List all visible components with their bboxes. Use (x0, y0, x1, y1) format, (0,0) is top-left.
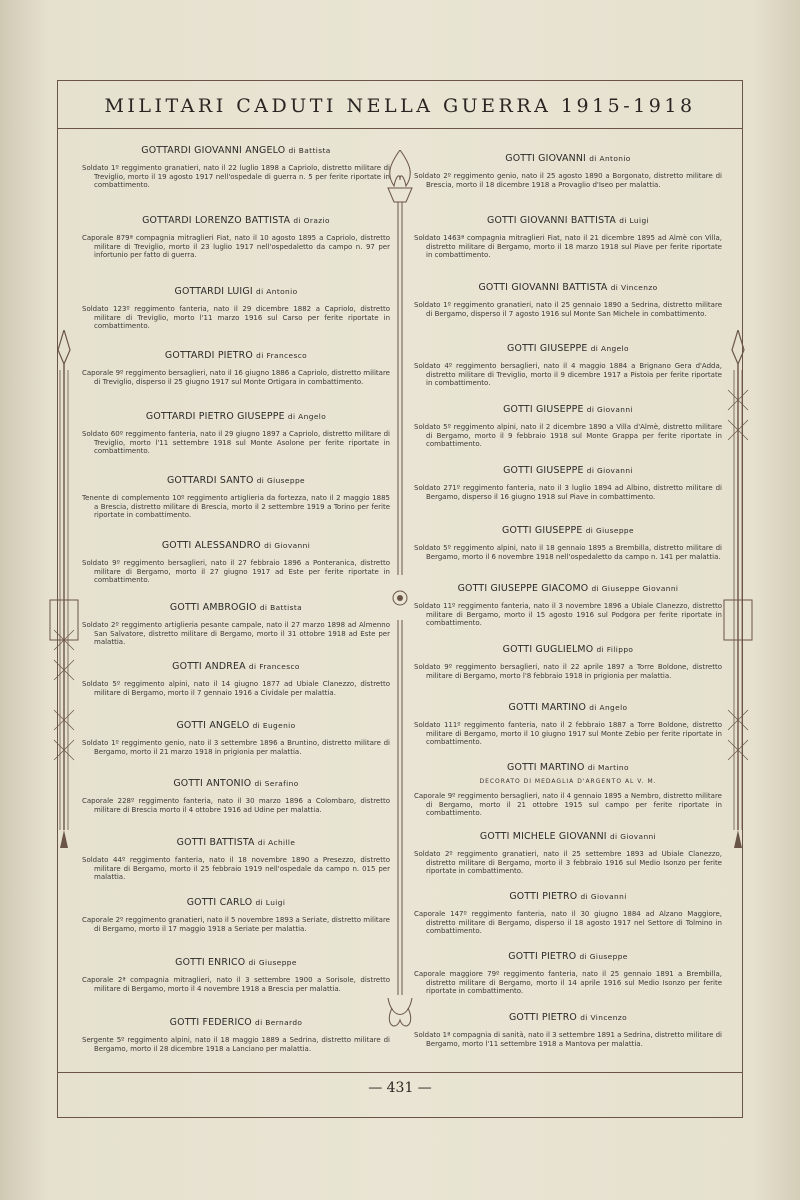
list-item (82, 720, 390, 756)
list-item (414, 282, 722, 318)
entry-name: GOTTI PIETRO di Giovanni (509, 891, 627, 902)
entry-text: Soldato 111º reggimento fanteria, nato il 2 febbraio 1887 a Torre Boldone, distretto militare di Bergamo, morto il 10 giugno 1917 sul Monte Zebio per ferite riportate in combattimento. (414, 721, 722, 747)
entry-text: Caporale 9º reggimento bersaglieri, nato il 16 giugno 1886 a Capriolo, distretto militare di Treviglio, disperso il 25 giugno 1917 sul Monte Ortigara in combattimento. (82, 369, 390, 386)
entry-name: GOTTARDI PIETRO GIUSEPPE di Angelo (145, 411, 327, 422)
entry-name: GOTTI GIOVANNI BATTISTA di Luigi (486, 215, 649, 226)
entry-text: Soldato 9º reggimento bersaglieri, nato il 22 aprile 1897 a Torre Boldone, distretto militare di Bergamo, morto l'8 febbraio 1918 in prigionia per malattia. (414, 663, 722, 680)
entry-name: GOTTI GIOVANNI BATTISTA di Vincenzo (478, 282, 658, 293)
list-item (414, 343, 722, 388)
list-item (82, 475, 390, 520)
entry-text: Soldato 2º reggimento artiglieria pesante campale, nato il 27 marzo 1898 ad Almenno San Salvatore, distretto militare di Bergamo, morto il 31 ottobre 1918 ad Este per malattia. (82, 621, 390, 647)
list-item (414, 891, 722, 936)
entry-name: GOTTI CARLO di Luigi (186, 897, 286, 908)
entry-name: GOTTI FEDERICO di Bernardo (169, 1017, 303, 1028)
entry-text: Soldato 1º reggimento granatieri, nato il 25 gennaio 1890 a Sedrina, distretto militare di Bergamo, disperso il 7 agosto 1916 sul Monte San Michele in combattimento. (414, 301, 722, 318)
list-item (414, 525, 722, 561)
list-item (414, 951, 722, 996)
entry-name: GOTTI MICHELE GIOVANNI di Giovanni (479, 831, 657, 842)
entry-name: GOTTI AMBROGIO di Battista (169, 602, 303, 613)
list-item (414, 215, 722, 260)
entry-text: Soldato 44º reggimento fanteria, nato il 18 novembre 1890 a Presezzo, distretto militare di Bergamo, morto il 25 febbraio 1919 nell'ospedale da campo n. 015 per malattia. (82, 856, 390, 882)
entry-text: Soldato 5º reggimento alpini, nato il 14 giugno 1877 ad Ubiale Clanezzo, distretto militare di Bergamo, morto il 7 gennaio 1916 a Cividale per malattia. (82, 680, 390, 697)
entry-text: Sergente 5º reggimento alpini, nato il 18 maggio 1889 a Sedrina, distretto militare di Bergamo, morto il 28 dicembre 1918 a Lanciano per malattia. (82, 1036, 390, 1053)
entry-text: Soldato 2º reggimento genio, nato il 25 agosto 1890 a Borgonato, distretto militare di Brescia, morto il 18 dicembre 1918 a Provaglio d'Iseo per malattia. (414, 172, 722, 189)
entry-name: GOTTI GIUSEPPE di Giovanni (503, 404, 633, 415)
list-item (414, 404, 722, 449)
entry-text: Tenente di complemento 10º reggimento artiglieria da fortezza, nato il 2 maggio 1885 a Brescia, distretto militare di Brescia, morto il 2 settembre 1919 a Torino per ferite riportate in combattimento. (82, 494, 390, 520)
list-item (414, 644, 722, 680)
entry-name: GOTTI GIUSEPPE GIACOMO di Giuseppe Giovanni (457, 583, 679, 594)
entry-text: Soldato 1ª compagnia di sanità, nato il 3 settembre 1891 a Sedrina, distretto militare di Bergamo, morto l'11 settembre 1918 a Mantova per malattia. (414, 1031, 722, 1048)
entry-text: Soldato 1º reggimento granatieri, nato il 22 luglio 1898 a Capriolo, distretto militare di Treviglio, morto il 19 agosto 1917 nell'ospedale di guerra n. 5 per ferite riportate in combattimento. (82, 164, 390, 190)
entry-text: Soldato 271º reggimento fanteria, nato il 3 luglio 1894 ad Albino, distretto militare di Bergamo, disperso il 16 giugno 1918 sul Piave in combattimento. (414, 484, 722, 501)
list-item (82, 411, 390, 456)
title-divider (57, 128, 743, 129)
list-item (82, 286, 390, 331)
entry-name: GOTTI ANTONIO di Serafino (173, 778, 299, 789)
list-item (82, 661, 390, 697)
entry-name: GOTTI PIETRO di Vincenzo (508, 1012, 628, 1023)
entry-name: GOTTI ANDREA di Francesco (172, 661, 300, 672)
entry-text: Soldato 5º reggimento alpini, nato il 2 dicembre 1890 a Villa d'Almè, distretto militare di Bergamo, morto il 9 febbraio 1918 sul Monte Grappa per ferite riportate in combattimento. (414, 423, 722, 449)
list-item (82, 350, 390, 386)
entry-name: GOTTI GIUSEPPE di Giovanni (503, 465, 633, 476)
entry-name: GOTTI GIUSEPPE di Giuseppe (502, 525, 634, 536)
entry-text: Caporale 147º reggimento fanteria, nato il 30 giugno 1884 ad Alzano Maggiore, distretto militare di Bergamo, disperso il 18 agosto 1917 nel Settore di Tolmino in combattimento. (414, 910, 722, 936)
entry-name: GOTTARDI GIOVANNI ANGELO di Battista (141, 145, 331, 156)
entry-text: Caporale 9º reggimento bersaglieri, nato il 4 gennaio 1895 a Nembro, distretto militare di Bergamo, morto il 21 ottobre 1915 sul campo per ferite riportate in combattimento. (414, 792, 722, 818)
list-item (82, 1017, 390, 1053)
footer-divider (57, 1072, 743, 1073)
entry-text: Caporale maggiore 79º reggimento fanteria, nato il 25 gennaio 1891 a Brembilla, distretto militare di Bergamo, morto il 14 aprile 1916 sul Medio Isonzo per ferite riportate in combattimento. (414, 970, 722, 996)
list-item (82, 540, 390, 585)
list-item (82, 778, 390, 814)
entry-name: GOTTI PIETRO di Giuseppe (508, 951, 628, 962)
entry-name: GOTTI BATTISTA di Achille (176, 837, 296, 848)
list-item (414, 762, 722, 818)
list-item (414, 1012, 722, 1048)
list-item (82, 145, 390, 190)
list-item (414, 702, 722, 747)
entry-name: GOTTI GUGLIELMO di Filippo (502, 644, 634, 655)
entry-name: GOTTI MARTINO di Martino (507, 762, 629, 773)
medal-decoration-note: DECORATO DI MEDAGLIA D'ARGENTO AL V. M. (479, 778, 657, 785)
list-item (414, 583, 722, 628)
entry-text: Soldato 4º reggimento bersaglieri, nato il 4 maggio 1884 a Brignano Gera d'Adda, distretto militare di Treviglio, morto il 9 dicembre 1917 a Pistoia per ferite riportate in combattimento. (414, 362, 722, 388)
list-item (414, 465, 722, 501)
entry-name: GOTTI ANGELO di Eugenio (176, 720, 296, 731)
entry-text: Caporale 228º reggimento fanteria, nato il 30 marzo 1896 a Colombaro, distretto militare di Brescia morto il 4 ottobre 1916 ad Udine per malattia. (82, 797, 390, 814)
list-item (82, 602, 390, 647)
list-item (414, 153, 722, 189)
entry-name: GOTTI ENRICO di Giuseppe (175, 957, 297, 968)
entry-text: Soldato 60º reggimento fanteria, nato il 29 giugno 1897 a Capriolo, distretto militare di Treviglio, morto l'11 settembre 1918 sul Monte Asolone per ferite riportate in combattimento. (82, 430, 390, 456)
entry-name: GOTTI ALESSANDRO di Giovanni (161, 540, 311, 551)
entry-name: GOTTARDI LORENZO BATTISTA di Orazio (142, 215, 330, 226)
entry-text: Caporale 2º reggimento granatieri, nato il 5 novembre 1893 a Seriate, distretto militare di Bergamo, morto il 17 maggio 1918 a Seriate per malattia. (82, 916, 390, 933)
list-item (82, 215, 390, 260)
entry-name: GOTTARDI PIETRO di Francesco (164, 350, 308, 361)
list-item (82, 957, 390, 993)
entry-text: Soldato 123º reggimento fanteria, nato il 29 dicembre 1882 a Capriolo, distretto militare di Treviglio, morto l'11 marzo 1916 sul Carso per ferite riportate in combattimento. (82, 305, 390, 331)
list-item (82, 897, 390, 933)
entry-name: GOTTARDI SANTO di Giuseppe (166, 475, 306, 486)
list-item (82, 837, 390, 882)
page-title: MILITARI CADUTI NELLA GUERRA 1915-1918 (104, 95, 696, 117)
entry-text: Soldato 2º reggimento granatieri, nato il 25 settembre 1893 ad Ubiale Clanezzo, distretto militare di Bergamo, morto il 3 febbraio 1916 sul Medio Isonzo per ferite riportate in combattimento. (414, 850, 722, 876)
entry-name: GOTTI GIOVANNI di Antonio (505, 153, 631, 164)
entry-text: Soldato 11º reggimento fanteria, nato il 3 novembre 1896 a Ubiale Clanezzo, distretto militare di Bergamo, morto il 15 agosto 1916 sul Podgora per ferite riportate in combattimento. (414, 602, 722, 628)
entry-text: Soldato 1º reggimento genio, nato il 3 settembre 1896 a Bruntino, distretto militare di Bergamo, morto il 21 marzo 1918 in prigionia per malattia. (82, 739, 390, 756)
entry-text: Caporale 879ª compagnia mitraglieri Fiat, nato il 10 agosto 1895 a Capriolo, distretto militare di Treviglio, morto il 23 luglio 1917 nell'ospedaletto da campo n. 97 per infortunio per fatto di guerra. (82, 234, 390, 260)
entry-text: Soldato 9º reggimento bersaglieri, nato il 27 febbraio 1896 a Ponteranica, distretto militare di Bergamo, morto il 27 giugno 1917 ad Este per ferite riportate in combattimento. (82, 559, 390, 585)
entry-text: Caporale 2ª compagnia mitraglieri, nato il 3 settembre 1900 a Sorisole, distretto militare di Bergamo, morto il 4 novembre 1918 a Brescia per malattia. (82, 976, 390, 993)
entry-text: Soldato 5º reggimento alpini, nato il 18 gennaio 1895 a Brembilla, distretto militare di Bergamo, morto il 6 novembre 1918 nell'ospedaletto da campo n. 141 per malattia. (414, 544, 722, 561)
entry-text: Soldato 1463ª compagnia mitraglieri Fiat, nato il 21 dicembre 1895 ad Almè con Villa, distretto militare di Bergamo, morto il 18 marzo 1918 sul Piave per ferite riportate in combattimento. (414, 234, 722, 260)
entry-name: GOTTI MARTINO di Angelo (508, 702, 628, 713)
page-number: — 431 — (368, 1080, 432, 1096)
entry-name: GOTTI GIUSEPPE di Angelo (507, 343, 629, 354)
entry-name: GOTTARDI LUIGI di Antonio (174, 286, 298, 297)
list-item (414, 831, 722, 876)
